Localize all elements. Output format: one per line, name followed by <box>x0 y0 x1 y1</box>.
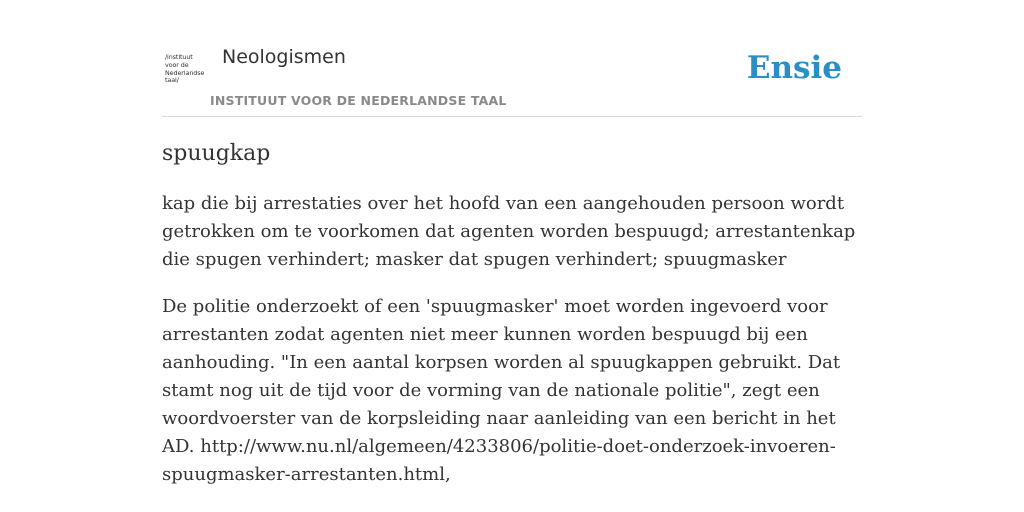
logo-line: taal/ <box>165 76 179 85</box>
logo-line: voor de <box>165 60 189 69</box>
logo-line: /instituut <box>165 53 193 61</box>
publisher-name: INSTITUUT VOOR DE NEDERLANDSE TAAL <box>210 93 507 108</box>
entry-word: spuugkap <box>162 141 271 166</box>
institute-logo[interactable] <box>165 54 207 85</box>
entry-definition: kap die bij arrestaties over het hoofd van een aangehouden persoon wordt getrokken om te voorkomen dat agenten worden bespuugd; arrestantenkap die spugen verhindert; masker dat spugen verhindert; spuugmasker <box>162 193 856 270</box>
entry-content <box>162 138 862 489</box>
ensie-logo[interactable]: Ensie <box>746 50 842 86</box>
example-text: De politie onderzoekt of een 'spuugmasker' moet worden ingevoerd voor arrestanten zodat agenten niet meer kunnen worden bespuugd bij een aanhouding. "In een aantal korpsen worden al spuugkappen gebruikt. Dat stamt nog uit de tijd voor de vorming van de nationale politie", zegt een woordvoerster van de korpsleiding naar aanleiding van een bericht in het AD. <box>162 296 841 457</box>
entry-example <box>162 293 862 489</box>
header <box>162 40 862 117</box>
logo-line: Nederlandse <box>165 68 205 77</box>
example-source-url: http://www.nu.nl/algemeen/4233806/politie-doet-onderzoek-invoeren-spuugmasker-arrestanten.html, <box>162 436 836 485</box>
source-title[interactable]: Neologismen <box>222 46 346 68</box>
